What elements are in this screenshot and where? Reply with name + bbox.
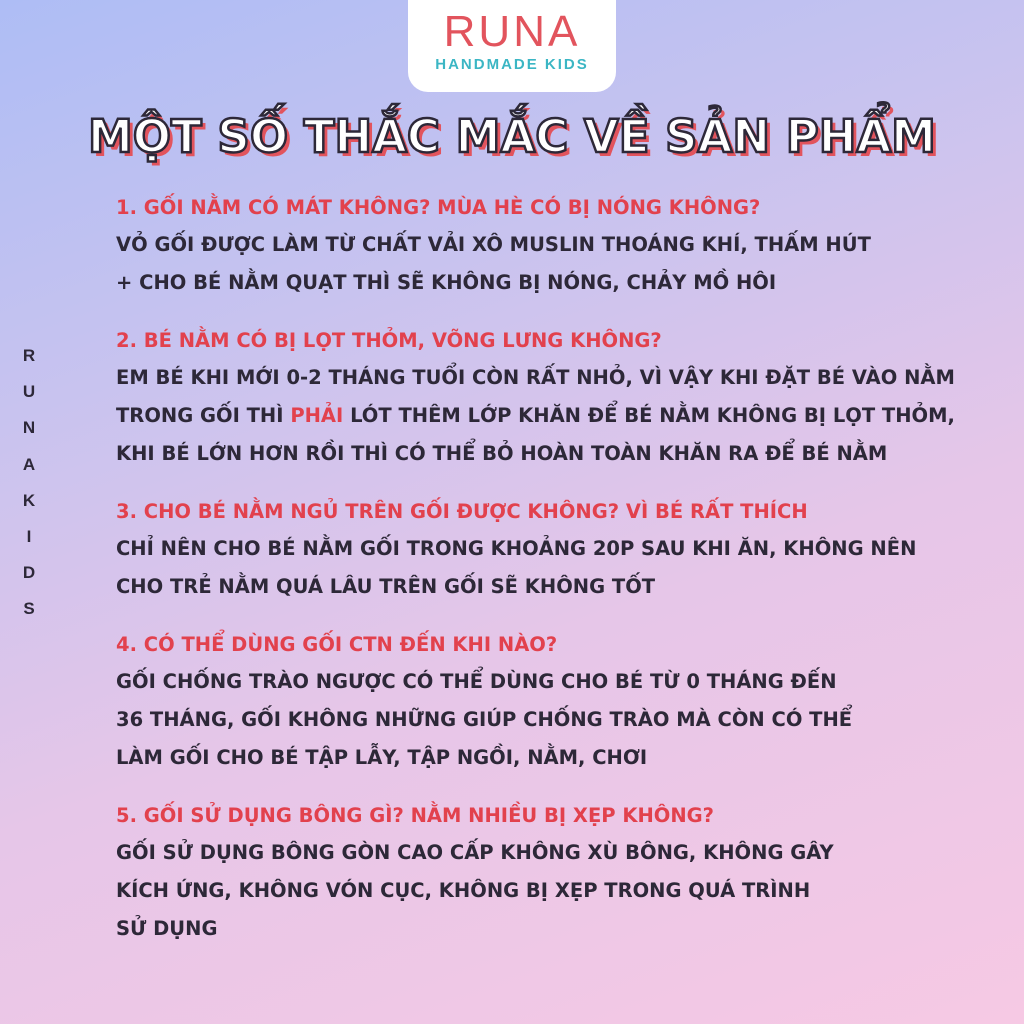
faq-answer-line: LÀM GỐI CHO BÉ TẬP LẪY, TẬP NGỒI, NẰM, CHƠI	[116, 746, 648, 769]
faq-question: 4. CÓ THỂ DÙNG GỐI CTN ĐẾN KHI NÀO?	[116, 633, 558, 656]
faq-item-1	[116, 190, 1006, 302]
side-letter: N	[22, 418, 36, 438]
faq-answer-line: CHO TRẺ NẰM QUÁ LÂU TRÊN GỐI SẼ KHÔNG TỐT	[116, 575, 656, 598]
faq-answer-line: EM BÉ KHI MỚI 0-2 THÁNG TUỔI CÒN RẤT NHỎ, VÌ VẬY KHI ĐẶT BÉ VÀO NẰM	[116, 366, 955, 389]
side-vertical-label	[14, 338, 44, 628]
answer-text: TRONG GỐI THÌ	[116, 404, 291, 427]
side-letter: A	[22, 454, 36, 474]
faq-answer-line: + CHO BÉ NẰM QUẠT THÌ SẼ KHÔNG BỊ NÓNG, CHẢY MỒ HÔI	[116, 271, 777, 294]
faq-item-2	[116, 323, 1006, 473]
faq-answer-line: KHI BÉ LỚN HƠN RỒI THÌ CÓ THỂ BỎ HOÀN TOÀN KHĂN RA ĐỂ BÉ NẰM	[116, 442, 888, 465]
faq-question: 5. GỐI SỬ DỤNG BÔNG GÌ? NẰM NHIỀU BỊ XẸP KHÔNG?	[116, 804, 714, 827]
faq-list	[116, 190, 1006, 969]
answer-highlight: PHẢI	[290, 404, 344, 427]
faq-question: 2. BÉ NẰM CÓ BỊ LỌT THỎM, VÕNG LƯNG KHÔNG?	[116, 329, 662, 352]
side-letter: D	[22, 563, 36, 583]
faq-answer-line: GỐI CHỐNG TRÀO NGƯỢC CÓ THỂ DÙNG CHO BÉ TỪ 0 THÁNG ĐẾN	[116, 670, 837, 693]
side-letter: U	[22, 382, 36, 402]
side-letter: I	[26, 526, 32, 546]
faq-question: 3. CHO BÉ NẰM NGỦ TRÊN GỐI ĐƯỢC KHÔNG? VÌ BÉ RẤT THÍCH	[116, 500, 808, 523]
side-letter: K	[22, 490, 36, 510]
faq-item-3	[116, 494, 1006, 606]
faq-item-5	[116, 798, 1006, 948]
answer-text: LÓT THÊM LỚP KHĂN ĐỂ BÉ NẰM KHÔNG BỊ LỌT THỎM,	[343, 404, 955, 427]
page-title: MỘT SỐ THẮC MẮC VỀ SẢN PHẨM	[88, 110, 936, 163]
faq-answer-line: SỬ DỤNG	[116, 917, 218, 940]
side-letter: S	[23, 599, 35, 619]
logo-badge	[408, 0, 616, 92]
side-letter: R	[22, 346, 36, 365]
faq-answer-line: CHỈ NÊN CHO BÉ NẰM GỐI TRONG KHOẢNG 20P SAU KHI ĂN, KHÔNG NÊN	[116, 537, 917, 560]
faq-answer-line	[116, 397, 1006, 435]
faq-answer-line: KÍCH ỨNG, KHÔNG VÓN CỤC, KHÔNG BỊ XẸP TRONG QUÁ TRÌNH	[116, 879, 811, 902]
logo-tagline: HANDMADE KIDS	[435, 56, 589, 73]
faq-item-4	[116, 627, 1006, 777]
faq-question: 1. GỐI NẰM CÓ MÁT KHÔNG? MÙA HÈ CÓ BỊ NÓNG KHÔNG?	[116, 196, 761, 219]
faq-answer-line: VỎ GỐI ĐƯỢC LÀM TỪ CHẤT VẢI XÔ MUSLIN THOÁNG KHÍ, THẤM HÚT	[116, 233, 871, 256]
logo-wordmark: RUNA	[443, 7, 581, 56]
faq-answer-line: 36 THÁNG, GỐI KHÔNG NHỮNG GIÚP CHỐNG TRÀO MÀ CÒN CÓ THỂ	[116, 708, 853, 731]
faq-answer-line: GỐI SỬ DỤNG BÔNG GÒN CAO CẤP KHÔNG XÙ BÔNG, KHÔNG GÂY	[116, 841, 834, 864]
